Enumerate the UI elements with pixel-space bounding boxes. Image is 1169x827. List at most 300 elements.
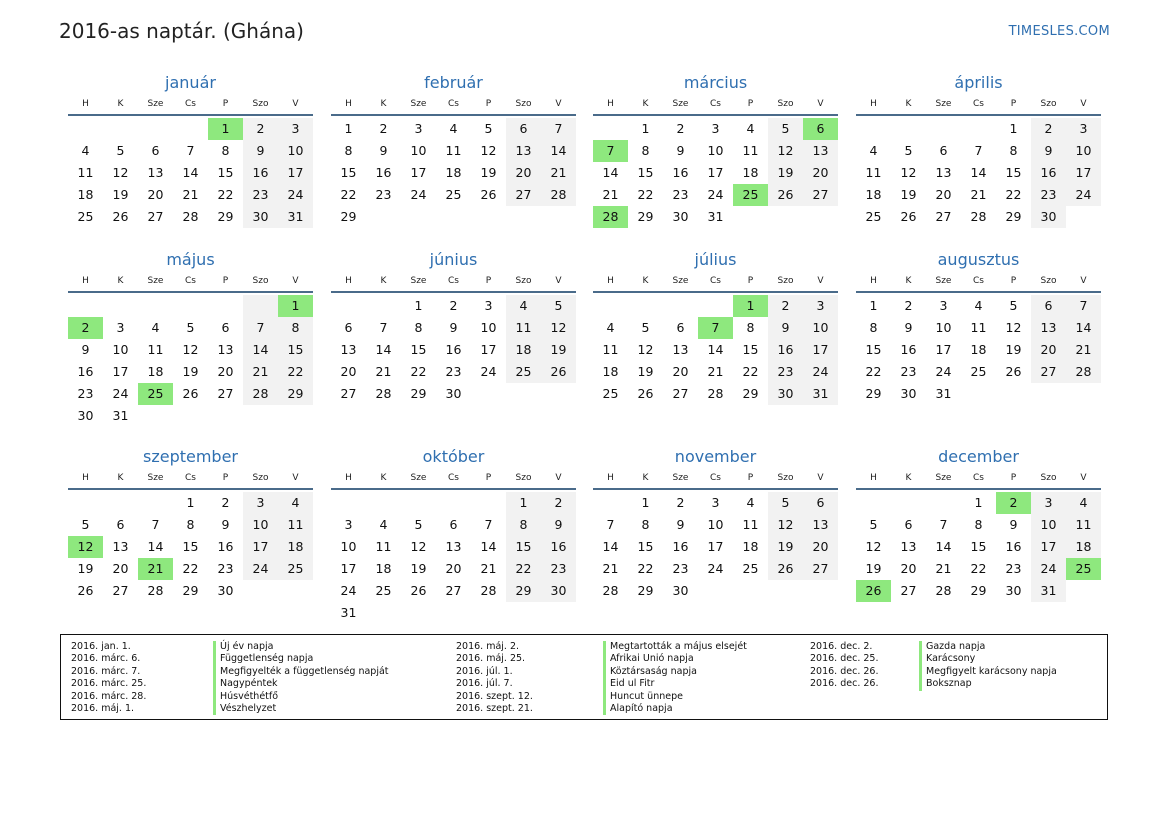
day-cell[interactable]: 10 [803, 317, 838, 339]
day-cell[interactable]: 20 [900, 561, 917, 576]
day-cell[interactable]: 15 [182, 539, 199, 554]
day-cell[interactable]: 14 [243, 339, 278, 361]
day-cell[interactable]: 14 [935, 539, 952, 554]
day-cell[interactable]: 27 [112, 583, 129, 598]
day-cell[interactable]: 1 [869, 298, 878, 313]
day-cell[interactable]: 4 [506, 295, 541, 317]
day-cell[interactable]: 27 [1031, 361, 1066, 383]
day-cell[interactable]: 10 [707, 517, 724, 532]
day-cell[interactable]: 26 [856, 580, 891, 602]
day-cell[interactable]: 14 [970, 165, 987, 180]
day-cell[interactable]: 10 [1066, 140, 1101, 162]
day-cell[interactable]: 9 [243, 140, 278, 162]
day-cell[interactable]: 22 [865, 364, 882, 379]
day-cell[interactable]: 5 [186, 320, 195, 335]
day-cell[interactable]: 16 [243, 162, 278, 184]
day-cell[interactable]: 6 [449, 517, 458, 532]
day-cell[interactable]: 14 [480, 539, 497, 554]
day-cell[interactable]: 2 [676, 495, 685, 510]
day-cell[interactable]: 20 [217, 364, 234, 379]
day-cell[interactable]: 6 [939, 143, 948, 158]
day-cell[interactable]: 13 [672, 342, 689, 357]
day-cell[interactable]: 2 [1031, 118, 1066, 140]
day-cell[interactable]: 17 [707, 165, 724, 180]
day-cell[interactable]: 17 [278, 162, 313, 184]
day-cell[interactable]: 22 [340, 187, 357, 202]
day-cell[interactable]: 2 [541, 492, 576, 514]
day-cell[interactable]: 20 [803, 162, 838, 184]
day-cell[interactable]: 3 [1031, 492, 1066, 514]
day-cell[interactable]: 9 [541, 514, 576, 536]
day-cell[interactable]: 15 [637, 165, 654, 180]
day-cell[interactable]: 24 [707, 187, 724, 202]
day-cell[interactable]: 6 [344, 320, 353, 335]
day-cell[interactable]: 3 [344, 517, 353, 532]
day-cell[interactable]: 5 [81, 517, 90, 532]
day-cell[interactable]: 10 [243, 514, 278, 536]
day-cell[interactable]: 4 [1066, 492, 1101, 514]
day-cell[interactable]: 3 [711, 495, 720, 510]
day-cell[interactable]: 25 [138, 383, 173, 405]
day-cell[interactable]: 4 [606, 320, 615, 335]
day-cell[interactable]: 16 [672, 165, 689, 180]
day-cell[interactable]: 26 [900, 209, 917, 224]
day-cell[interactable]: 27 [340, 386, 357, 401]
day-cell[interactable]: 22 [182, 561, 199, 576]
day-cell[interactable]: 7 [484, 517, 493, 532]
day-cell[interactable]: 17 [480, 342, 497, 357]
day-cell[interactable]: 26 [77, 583, 94, 598]
day-cell[interactable]: 30 [672, 209, 689, 224]
day-cell[interactable]: 24 [707, 561, 724, 576]
day-cell[interactable]: 27 [147, 209, 164, 224]
day-cell[interactable]: 15 [742, 342, 759, 357]
day-cell[interactable]: 20 [803, 536, 838, 558]
day-cell[interactable]: 25 [506, 361, 541, 383]
day-cell[interactable]: 10 [278, 140, 313, 162]
day-cell[interactable]: 11 [506, 317, 541, 339]
day-cell[interactable]: 23 [541, 558, 576, 580]
day-cell[interactable]: 21 [480, 561, 497, 576]
day-cell[interactable]: 12 [865, 539, 882, 554]
day-cell[interactable]: 8 [1009, 143, 1018, 158]
day-cell[interactable]: 19 [637, 364, 654, 379]
day-cell[interactable]: 21 [138, 558, 173, 580]
day-cell[interactable]: 23 [672, 561, 689, 576]
day-cell[interactable]: 27 [803, 558, 838, 580]
day-cell[interactable]: 9 [1009, 517, 1018, 532]
day-cell[interactable]: 17 [707, 539, 724, 554]
day-cell[interactable]: 18 [1066, 536, 1101, 558]
day-cell[interactable]: 9 [904, 320, 913, 335]
day-cell[interactable]: 24 [340, 583, 357, 598]
day-cell[interactable]: 6 [1031, 295, 1066, 317]
day-cell[interactable]: 19 [112, 187, 129, 202]
day-cell[interactable]: 5 [484, 121, 493, 136]
day-cell[interactable]: 29 [1005, 209, 1022, 224]
day-cell[interactable]: 10 [410, 143, 427, 158]
day-cell[interactable]: 16 [445, 342, 462, 357]
day-cell[interactable]: 6 [506, 118, 541, 140]
day-cell[interactable]: 1 [506, 492, 541, 514]
day-cell[interactable]: 19 [1005, 342, 1022, 357]
day-cell[interactable]: 4 [449, 121, 458, 136]
day-cell[interactable]: 25 [865, 209, 882, 224]
day-cell[interactable]: 8 [186, 517, 195, 532]
day-cell[interactable]: 21 [243, 361, 278, 383]
day-cell[interactable]: 6 [221, 320, 230, 335]
day-cell[interactable]: 9 [81, 342, 90, 357]
day-cell[interactable]: 21 [970, 187, 987, 202]
day-cell[interactable]: 15 [970, 539, 987, 554]
day-cell[interactable]: 3 [116, 320, 125, 335]
day-cell[interactable]: 1 [278, 295, 313, 317]
day-cell[interactable]: 2 [379, 121, 388, 136]
day-cell[interactable]: 14 [147, 539, 164, 554]
day-cell[interactable]: 17 [243, 536, 278, 558]
day-cell[interactable]: 15 [506, 536, 541, 558]
day-cell[interactable]: 28 [970, 209, 987, 224]
day-cell[interactable]: 13 [900, 539, 917, 554]
day-cell[interactable]: 29 [637, 209, 654, 224]
day-cell[interactable]: 22 [506, 558, 541, 580]
day-cell[interactable]: 3 [278, 118, 313, 140]
day-cell[interactable]: 11 [77, 165, 94, 180]
day-cell[interactable]: 10 [707, 143, 724, 158]
day-cell[interactable]: 8 [641, 517, 650, 532]
day-cell[interactable]: 7 [939, 517, 948, 532]
day-cell[interactable]: 30 [217, 583, 234, 598]
day-cell[interactable]: 27 [217, 386, 234, 401]
day-cell[interactable]: 22 [1005, 187, 1022, 202]
day-cell[interactable]: 16 [375, 165, 392, 180]
day-cell[interactable]: 14 [182, 165, 199, 180]
day-cell[interactable]: 31 [935, 386, 952, 401]
day-cell[interactable]: 3 [1066, 118, 1101, 140]
day-cell[interactable]: 31 [803, 383, 838, 405]
day-cell[interactable]: 5 [768, 118, 803, 140]
day-cell[interactable]: 27 [900, 583, 917, 598]
day-cell[interactable]: 14 [602, 539, 619, 554]
day-cell[interactable]: 8 [746, 320, 755, 335]
day-cell[interactable]: 7 [974, 143, 983, 158]
day-cell[interactable]: 14 [375, 342, 392, 357]
day-cell[interactable]: 17 [1031, 536, 1066, 558]
brand-link[interactable]: TIMESLES.COM [1008, 24, 1110, 39]
day-cell[interactable]: 29 [865, 386, 882, 401]
day-cell[interactable]: 7 [379, 320, 388, 335]
day-cell[interactable]: 2 [768, 295, 803, 317]
day-cell[interactable]: 27 [506, 184, 541, 206]
day-cell[interactable]: 29 [217, 209, 234, 224]
day-cell[interactable]: 12 [768, 140, 803, 162]
day-cell[interactable]: 30 [541, 580, 576, 602]
day-cell[interactable]: 3 [484, 298, 493, 313]
day-cell[interactable]: 10 [112, 342, 129, 357]
day-cell[interactable]: 24 [803, 361, 838, 383]
day-cell[interactable]: 7 [606, 517, 615, 532]
day-cell[interactable]: 21 [707, 364, 724, 379]
day-cell[interactable]: 17 [112, 364, 129, 379]
day-cell[interactable]: 12 [637, 342, 654, 357]
day-cell[interactable]: 16 [900, 342, 917, 357]
day-cell[interactable]: 5 [768, 492, 803, 514]
day-cell[interactable]: 15 [1005, 165, 1022, 180]
day-cell[interactable]: 22 [637, 187, 654, 202]
day-cell[interactable]: 31 [340, 605, 357, 620]
day-cell[interactable]: 23 [375, 187, 392, 202]
day-cell[interactable]: 13 [506, 140, 541, 162]
day-cell[interactable]: 13 [803, 140, 838, 162]
day-cell[interactable]: 24 [278, 184, 313, 206]
day-cell[interactable]: 15 [637, 539, 654, 554]
day-cell[interactable]: 9 [676, 517, 685, 532]
day-cell[interactable]: 26 [541, 361, 576, 383]
day-cell[interactable]: 18 [77, 187, 94, 202]
day-cell[interactable]: 26 [182, 386, 199, 401]
day-cell[interactable]: 24 [1031, 558, 1066, 580]
day-cell[interactable]: 12 [68, 536, 103, 558]
day-cell[interactable]: 11 [865, 165, 882, 180]
day-cell[interactable]: 13 [445, 539, 462, 554]
day-cell[interactable]: 5 [414, 517, 423, 532]
day-cell[interactable]: 20 [506, 162, 541, 184]
day-cell[interactable]: 13 [340, 342, 357, 357]
day-cell[interactable]: 9 [676, 143, 685, 158]
day-cell[interactable]: 2 [243, 118, 278, 140]
day-cell[interactable]: 9 [768, 317, 803, 339]
day-cell[interactable]: 5 [1009, 298, 1018, 313]
day-cell[interactable]: 4 [974, 298, 983, 313]
day-cell[interactable]: 23 [768, 361, 803, 383]
day-cell[interactable]: 6 [116, 517, 125, 532]
day-cell[interactable]: 11 [742, 143, 759, 158]
day-cell[interactable]: 13 [112, 539, 129, 554]
day-cell[interactable]: 9 [1031, 140, 1066, 162]
day-cell[interactable]: 8 [869, 320, 878, 335]
day-cell[interactable]: 1 [641, 121, 650, 136]
day-cell[interactable]: 19 [541, 339, 576, 361]
day-cell[interactable]: 11 [602, 342, 619, 357]
day-cell[interactable]: 23 [77, 386, 94, 401]
day-cell[interactable]: 25 [733, 184, 768, 206]
day-cell[interactable]: 19 [768, 162, 803, 184]
day-cell[interactable]: 2 [904, 298, 913, 313]
day-cell[interactable]: 17 [1066, 162, 1101, 184]
day-cell[interactable]: 7 [698, 317, 733, 339]
day-cell[interactable]: 16 [1031, 162, 1066, 184]
day-cell[interactable]: 29 [742, 386, 759, 401]
day-cell[interactable]: 29 [410, 386, 427, 401]
day-cell[interactable]: 6 [803, 492, 838, 514]
day-cell[interactable]: 21 [935, 561, 952, 576]
day-cell[interactable]: 6 [151, 143, 160, 158]
day-cell[interactable]: 11 [970, 320, 987, 335]
day-cell[interactable]: 3 [243, 492, 278, 514]
day-cell[interactable]: 12 [768, 514, 803, 536]
day-cell[interactable]: 4 [379, 517, 388, 532]
day-cell[interactable]: 26 [637, 386, 654, 401]
day-cell[interactable]: 19 [77, 561, 94, 576]
day-cell[interactable]: 1 [733, 295, 768, 317]
day-cell[interactable]: 10 [480, 320, 497, 335]
day-cell[interactable]: 29 [182, 583, 199, 598]
day-cell[interactable]: 16 [672, 539, 689, 554]
day-cell[interactable]: 22 [742, 364, 759, 379]
day-cell[interactable]: 5 [869, 517, 878, 532]
day-cell[interactable]: 19 [182, 364, 199, 379]
day-cell[interactable]: 1 [186, 495, 195, 510]
day-cell[interactable]: 25 [77, 209, 94, 224]
day-cell[interactable]: 15 [340, 165, 357, 180]
day-cell[interactable]: 27 [445, 583, 462, 598]
day-cell[interactable]: 7 [243, 317, 278, 339]
day-cell[interactable]: 29 [970, 583, 987, 598]
day-cell[interactable]: 30 [77, 408, 94, 423]
day-cell[interactable]: 14 [707, 342, 724, 357]
day-cell[interactable]: 18 [865, 187, 882, 202]
day-cell[interactable]: 3 [939, 298, 948, 313]
day-cell[interactable]: 17 [803, 339, 838, 361]
day-cell[interactable]: 18 [602, 364, 619, 379]
day-cell[interactable]: 13 [803, 514, 838, 536]
day-cell[interactable]: 28 [707, 386, 724, 401]
day-cell[interactable]: 13 [935, 165, 952, 180]
day-cell[interactable]: 23 [1005, 561, 1022, 576]
day-cell[interactable]: 22 [410, 364, 427, 379]
day-cell[interactable]: 14 [541, 140, 576, 162]
day-cell[interactable]: 21 [602, 187, 619, 202]
day-cell[interactable]: 25 [602, 386, 619, 401]
day-cell[interactable]: 25 [970, 364, 987, 379]
day-cell[interactable]: 4 [151, 320, 160, 335]
day-cell[interactable]: 4 [746, 495, 755, 510]
day-cell[interactable]: 11 [742, 517, 759, 532]
day-cell[interactable]: 8 [221, 143, 230, 158]
day-cell[interactable]: 6 [803, 118, 838, 140]
day-cell[interactable]: 22 [637, 561, 654, 576]
day-cell[interactable]: 7 [186, 143, 195, 158]
day-cell[interactable]: 3 [414, 121, 423, 136]
day-cell[interactable]: 1 [344, 121, 353, 136]
day-cell[interactable]: 22 [278, 361, 313, 383]
day-cell[interactable]: 29 [637, 583, 654, 598]
day-cell[interactable]: 23 [243, 184, 278, 206]
day-cell[interactable]: 17 [935, 342, 952, 357]
day-cell[interactable]: 31 [112, 408, 129, 423]
day-cell[interactable]: 18 [278, 536, 313, 558]
day-cell[interactable]: 4 [81, 143, 90, 158]
day-cell[interactable]: 28 [243, 383, 278, 405]
day-cell[interactable]: 30 [768, 383, 803, 405]
day-cell[interactable]: 16 [1005, 539, 1022, 554]
day-cell[interactable]: 13 [147, 165, 164, 180]
day-cell[interactable]: 21 [182, 187, 199, 202]
day-cell[interactable]: 24 [935, 364, 952, 379]
day-cell[interactable]: 20 [147, 187, 164, 202]
day-cell[interactable]: 4 [278, 492, 313, 514]
day-cell[interactable]: 1 [414, 298, 423, 313]
day-cell[interactable]: 30 [445, 386, 462, 401]
day-cell[interactable]: 23 [900, 364, 917, 379]
day-cell[interactable]: 3 [711, 121, 720, 136]
day-cell[interactable]: 22 [970, 561, 987, 576]
day-cell[interactable]: 19 [768, 536, 803, 558]
day-cell[interactable]: 19 [480, 165, 497, 180]
day-cell[interactable]: 26 [768, 184, 803, 206]
day-cell[interactable]: 8 [278, 317, 313, 339]
day-cell[interactable]: 15 [865, 342, 882, 357]
day-cell[interactable]: 7 [1066, 295, 1101, 317]
day-cell[interactable]: 25 [1066, 558, 1101, 580]
day-cell[interactable]: 16 [217, 539, 234, 554]
day-cell[interactable]: 14 [602, 165, 619, 180]
day-cell[interactable]: 15 [278, 339, 313, 361]
day-cell[interactable]: 1 [641, 495, 650, 510]
day-cell[interactable]: 18 [375, 561, 392, 576]
day-cell[interactable]: 21 [541, 162, 576, 184]
day-cell[interactable]: 19 [865, 561, 882, 576]
day-cell[interactable]: 8 [641, 143, 650, 158]
day-cell[interactable]: 20 [935, 187, 952, 202]
day-cell[interactable]: 11 [375, 539, 392, 554]
day-cell[interactable]: 25 [375, 583, 392, 598]
day-cell[interactable]: 28 [602, 583, 619, 598]
day-cell[interactable]: 25 [445, 187, 462, 202]
day-cell[interactable]: 29 [278, 383, 313, 405]
day-cell[interactable]: 20 [1031, 339, 1066, 361]
day-cell[interactable]: 8 [344, 143, 353, 158]
day-cell[interactable]: 9 [379, 143, 388, 158]
day-cell[interactable]: 18 [506, 339, 541, 361]
day-cell[interactable]: 30 [672, 583, 689, 598]
day-cell[interactable]: 21 [602, 561, 619, 576]
day-cell[interactable]: 31 [707, 209, 724, 224]
day-cell[interactable]: 3 [803, 295, 838, 317]
day-cell[interactable]: 18 [742, 539, 759, 554]
day-cell[interactable]: 24 [410, 187, 427, 202]
day-cell[interactable]: 2 [221, 495, 230, 510]
day-cell[interactable]: 28 [182, 209, 199, 224]
day-cell[interactable]: 4 [869, 143, 878, 158]
day-cell[interactable]: 25 [742, 561, 759, 576]
day-cell[interactable]: 7 [541, 118, 576, 140]
day-cell[interactable]: 30 [243, 206, 278, 228]
day-cell[interactable]: 20 [445, 561, 462, 576]
day-cell[interactable]: 16 [768, 339, 803, 361]
day-cell[interactable]: 9 [221, 517, 230, 532]
day-cell[interactable]: 31 [1031, 580, 1066, 602]
day-cell[interactable]: 28 [375, 386, 392, 401]
day-cell[interactable]: 28 [593, 206, 628, 228]
day-cell[interactable]: 16 [541, 536, 576, 558]
day-cell[interactable]: 23 [1031, 184, 1066, 206]
day-cell[interactable]: 24 [480, 364, 497, 379]
day-cell[interactable]: 26 [112, 209, 129, 224]
day-cell[interactable]: 26 [480, 187, 497, 202]
day-cell[interactable]: 19 [410, 561, 427, 576]
day-cell[interactable]: 12 [900, 165, 917, 180]
day-cell[interactable]: 10 [935, 320, 952, 335]
day-cell[interactable]: 8 [414, 320, 423, 335]
day-cell[interactable]: 8 [974, 517, 983, 532]
day-cell[interactable]: 28 [1066, 361, 1101, 383]
day-cell[interactable]: 28 [480, 583, 497, 598]
day-cell[interactable]: 27 [803, 184, 838, 206]
day-cell[interactable]: 24 [243, 558, 278, 580]
day-cell[interactable]: 11 [1066, 514, 1101, 536]
day-cell[interactable]: 12 [182, 342, 199, 357]
